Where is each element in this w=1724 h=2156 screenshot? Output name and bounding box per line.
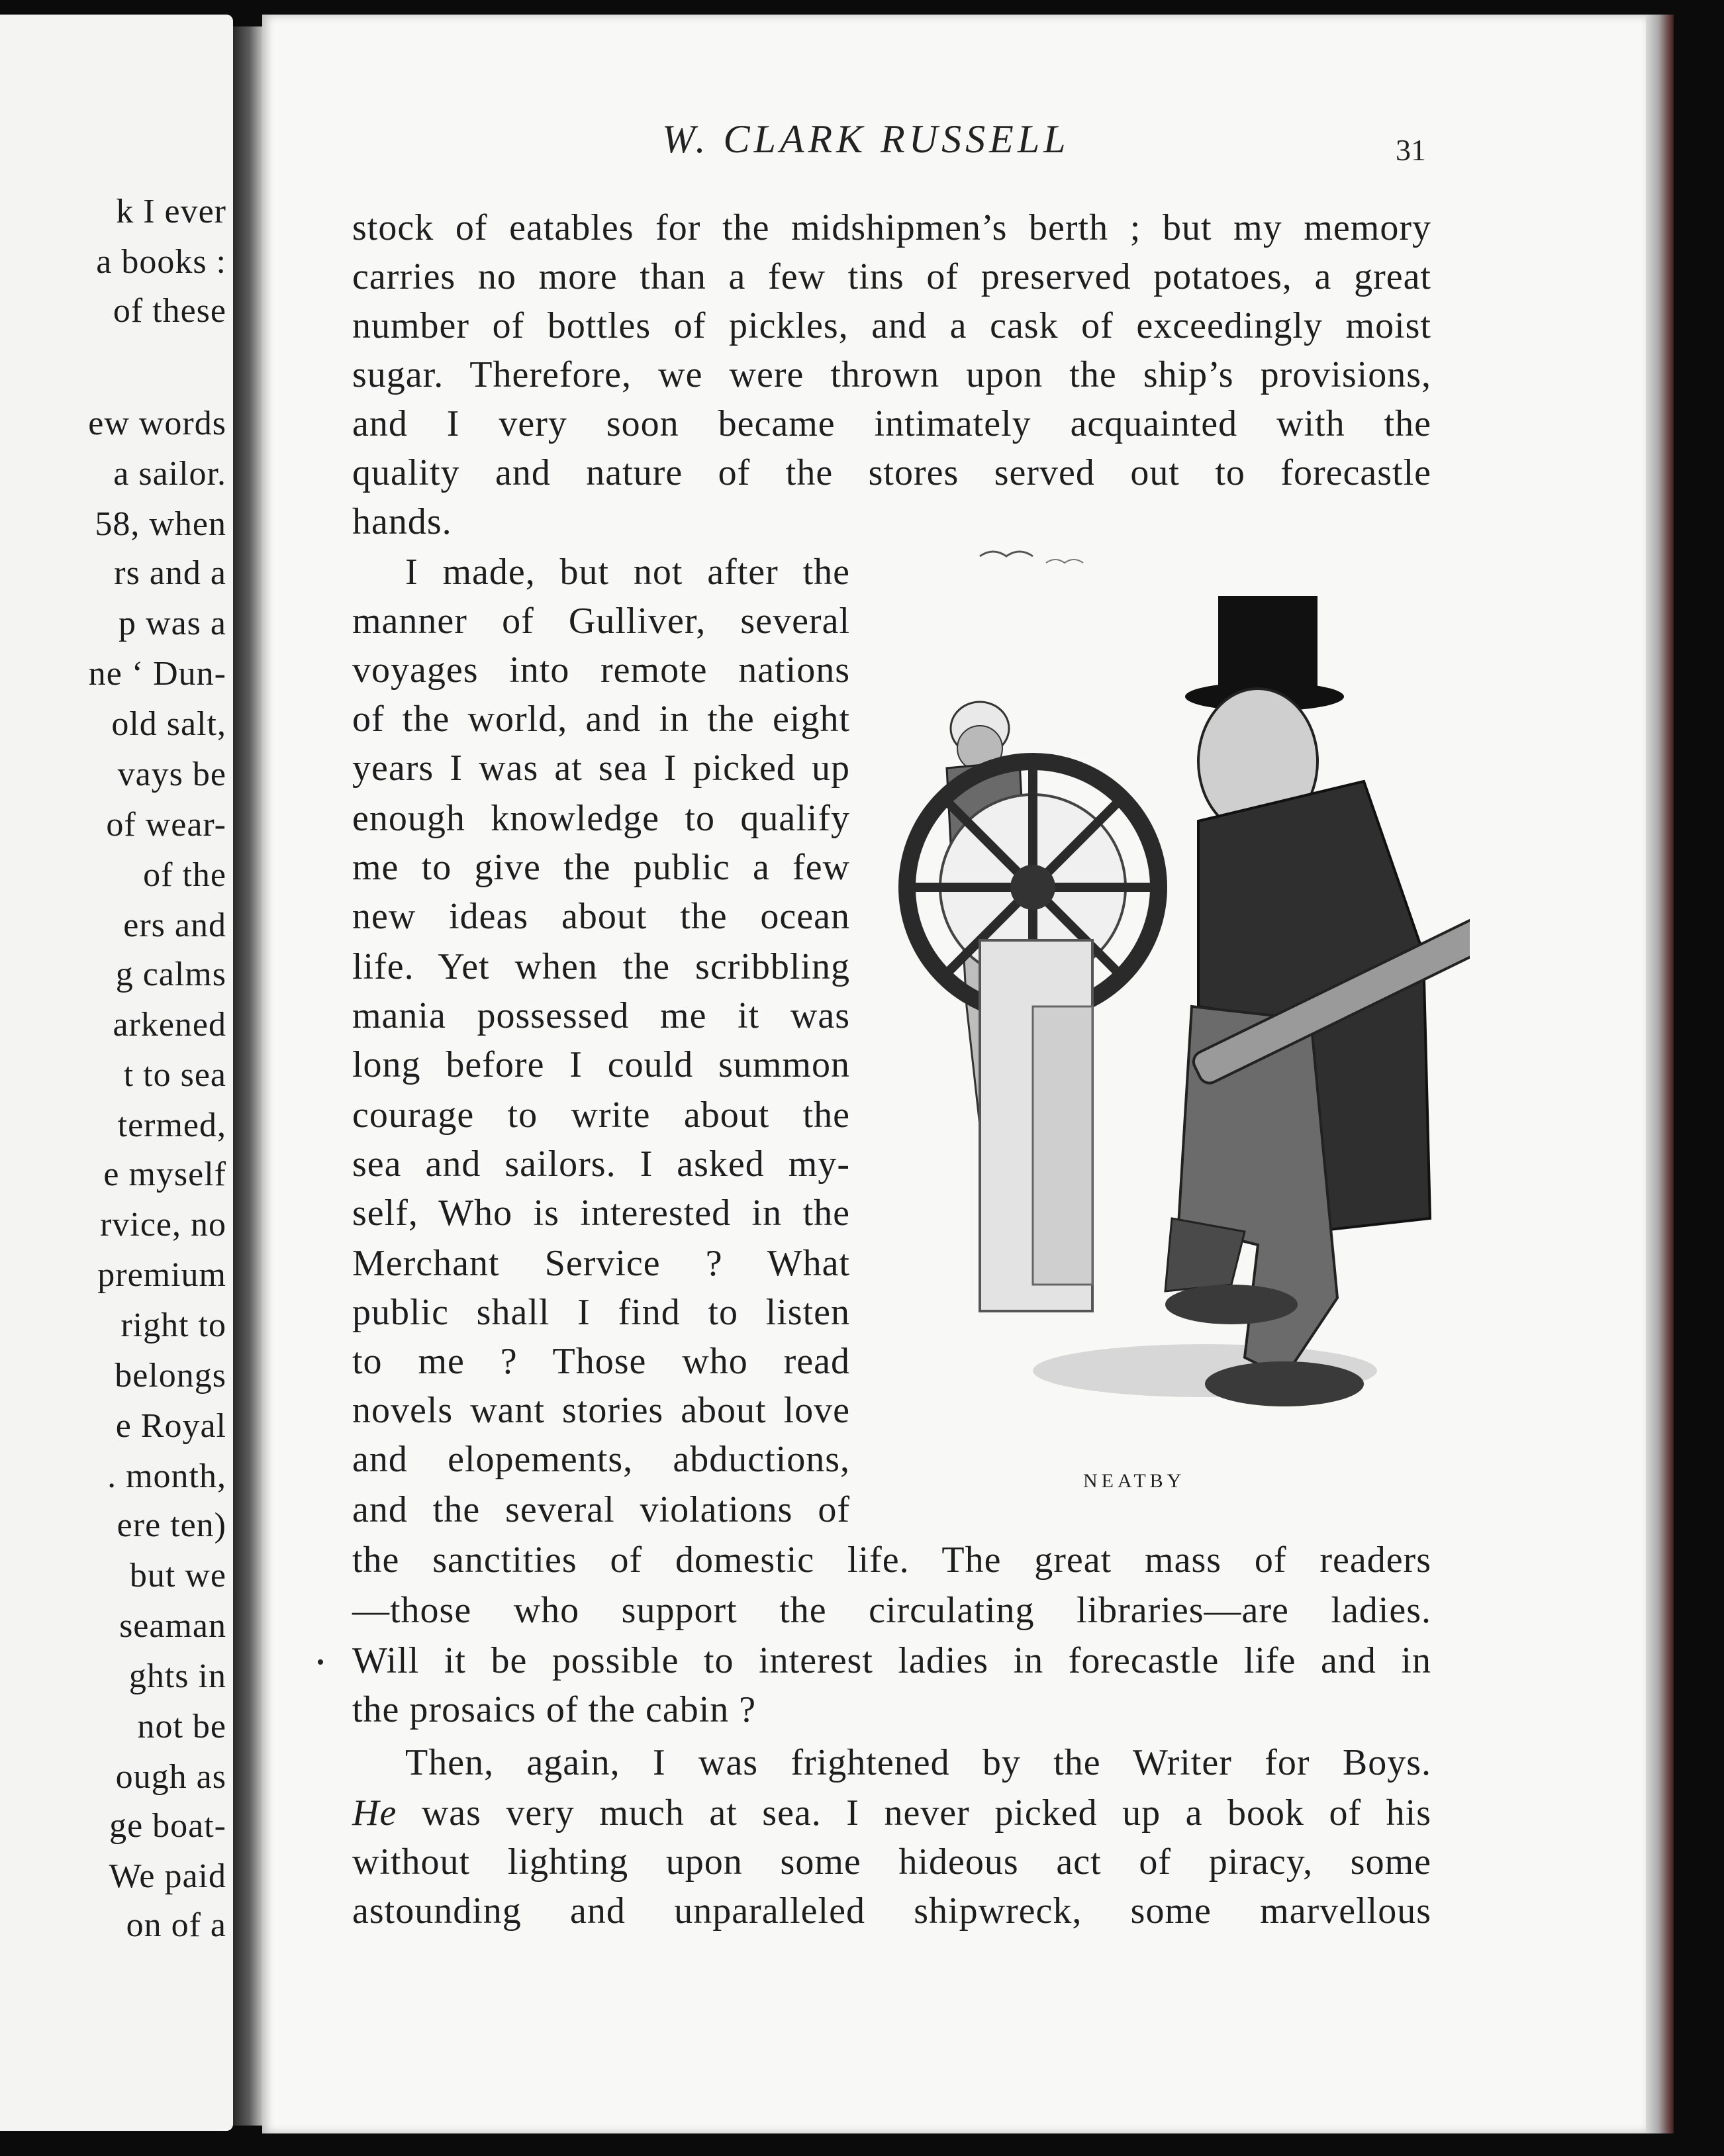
- body-line: [352, 1792, 1431, 1834]
- left-page-line: e myself: [103, 1155, 226, 1193]
- body-line: novels want stories about love: [352, 1390, 850, 1431]
- left-page-line: ne ‘ Dun-: [88, 655, 226, 693]
- left-page-line: k I ever: [116, 193, 226, 230]
- left-page-line: termed,: [117, 1106, 226, 1144]
- top-hat-icon: [1218, 596, 1317, 695]
- body-line: quality and nature of the stores served out to forecastle: [352, 452, 1431, 493]
- body-line: voyages into remote nations: [352, 650, 850, 691]
- book-gutter: [233, 26, 262, 2126]
- left-page-line: 58, when: [95, 505, 226, 543]
- left-page-line: ere ten): [117, 1506, 226, 1544]
- body-line: new ideas about the ocean: [352, 896, 850, 937]
- seagull-icon: [980, 552, 1033, 556]
- body-line: Merchant Service ? What: [352, 1243, 850, 1284]
- left-page-line: on of a: [126, 1906, 226, 1944]
- previous-page-fragment: [0, 15, 233, 2131]
- left-page-line: arkened: [113, 1006, 226, 1044]
- left-page-line: ge boat-: [109, 1807, 226, 1845]
- running-header: W. CLARK RUSSELL: [662, 117, 1070, 161]
- left-page-line: of wear-: [106, 806, 226, 844]
- body-line: me to give the public a few: [352, 847, 850, 888]
- body-line: mania possessed me it was: [352, 995, 850, 1036]
- body-line: sea and sailors. I asked my-: [352, 1144, 850, 1185]
- left-page-line: rs and a: [114, 554, 226, 592]
- body-line: I made, but not after the: [405, 552, 850, 593]
- captain-figure: [1165, 596, 1470, 1406]
- body-line: sugar. Therefore, we were thrown upon the ship’s provisions,: [352, 354, 1431, 395]
- left-page-line: seaman: [119, 1607, 226, 1645]
- body-line-rest: was very much at sea. I never picked up a book of his: [421, 1792, 1432, 1834]
- left-page-line: right to: [120, 1306, 226, 1344]
- left-page-line: not be: [137, 1708, 226, 1745]
- left-page-line: ew words: [88, 405, 226, 442]
- left-page-line: . month,: [107, 1457, 226, 1495]
- left-page-line: vays be: [117, 756, 226, 793]
- body-line: stock of eatables for the midshipmen’s berth ; but my memory: [352, 207, 1431, 248]
- italic-pronoun: He: [352, 1792, 397, 1834]
- left-page-line: ers and: [123, 906, 226, 944]
- left-page-line: of the: [143, 856, 226, 894]
- body-line: enough knowledge to qualify: [352, 798, 850, 839]
- body-line: carries no more than a few tins of preserved potatoes, a great: [352, 256, 1431, 297]
- body-line: and I very soon became intimately acquainted with the: [352, 403, 1431, 444]
- left-page-line: premium: [97, 1256, 226, 1294]
- left-page-line: of these: [113, 292, 226, 330]
- body-line: public shall I find to listen: [352, 1292, 850, 1333]
- stray-mark: [318, 1659, 323, 1665]
- body-line: manner of Gulliver, several: [352, 601, 850, 642]
- body-line: Then, again, I was frightened by the Writer for Boys.: [405, 1742, 1431, 1783]
- seagull-icon: [1046, 560, 1083, 563]
- body-line: Will it be possible to interest ladies in forecastle life and in: [352, 1640, 1431, 1681]
- left-page-line: ough as: [115, 1758, 226, 1796]
- body-line: hands.: [352, 501, 452, 542]
- body-line: long before I could summon: [352, 1044, 850, 1085]
- body-line: without lighting upon some hideous act of piracy, some: [352, 1841, 1431, 1883]
- left-page-line: but we: [129, 1557, 226, 1594]
- body-line: the prosaics of the cabin ?: [352, 1689, 757, 1730]
- left-page-line: rvice, no: [100, 1206, 226, 1244]
- left-page-line: a sailor.: [113, 455, 226, 493]
- body-line: —those who support the circulating libraries—are ladies.: [352, 1590, 1431, 1631]
- body-line: courage to write about the: [352, 1095, 850, 1136]
- left-page-line: ghts in: [128, 1657, 226, 1695]
- body-line: years I was at sea I picked up: [352, 748, 850, 789]
- body-line: astounding and unparalleled shipwreck, some marvellous: [352, 1890, 1431, 1932]
- body-line: number of bottles of pickles, and a cask of exceedingly moist: [352, 305, 1431, 346]
- body-line: the sanctities of domestic life. The great mass of readers: [352, 1540, 1431, 1581]
- left-page-line: old salt,: [111, 705, 226, 743]
- left-page-line: a books :: [96, 243, 226, 281]
- left-page-line: p was a: [119, 605, 226, 642]
- page-edge: [1646, 15, 1674, 2133]
- body-line: life. Yet when the scribbling: [352, 946, 850, 987]
- body-line: of the world, and in the eight: [352, 699, 850, 740]
- body-line: self, Who is interested in the: [352, 1193, 850, 1234]
- left-page-line: t to sea: [123, 1056, 226, 1094]
- left-page-line: belongs: [115, 1357, 226, 1395]
- body-line: and elopements, abductions,: [352, 1439, 850, 1480]
- sailors-at-wheel-illustration: [887, 543, 1470, 1457]
- left-page-line: g calms: [115, 956, 226, 993]
- illustrator-credit: NEATBY: [1083, 1470, 1186, 1492]
- left-page-line: We paid: [109, 1857, 226, 1895]
- body-line: to me ? Those who read: [352, 1341, 850, 1382]
- page-number: 31: [1396, 133, 1426, 167]
- body-line: and the several violations of: [352, 1489, 850, 1530]
- left-page-line: e Royal: [115, 1407, 226, 1445]
